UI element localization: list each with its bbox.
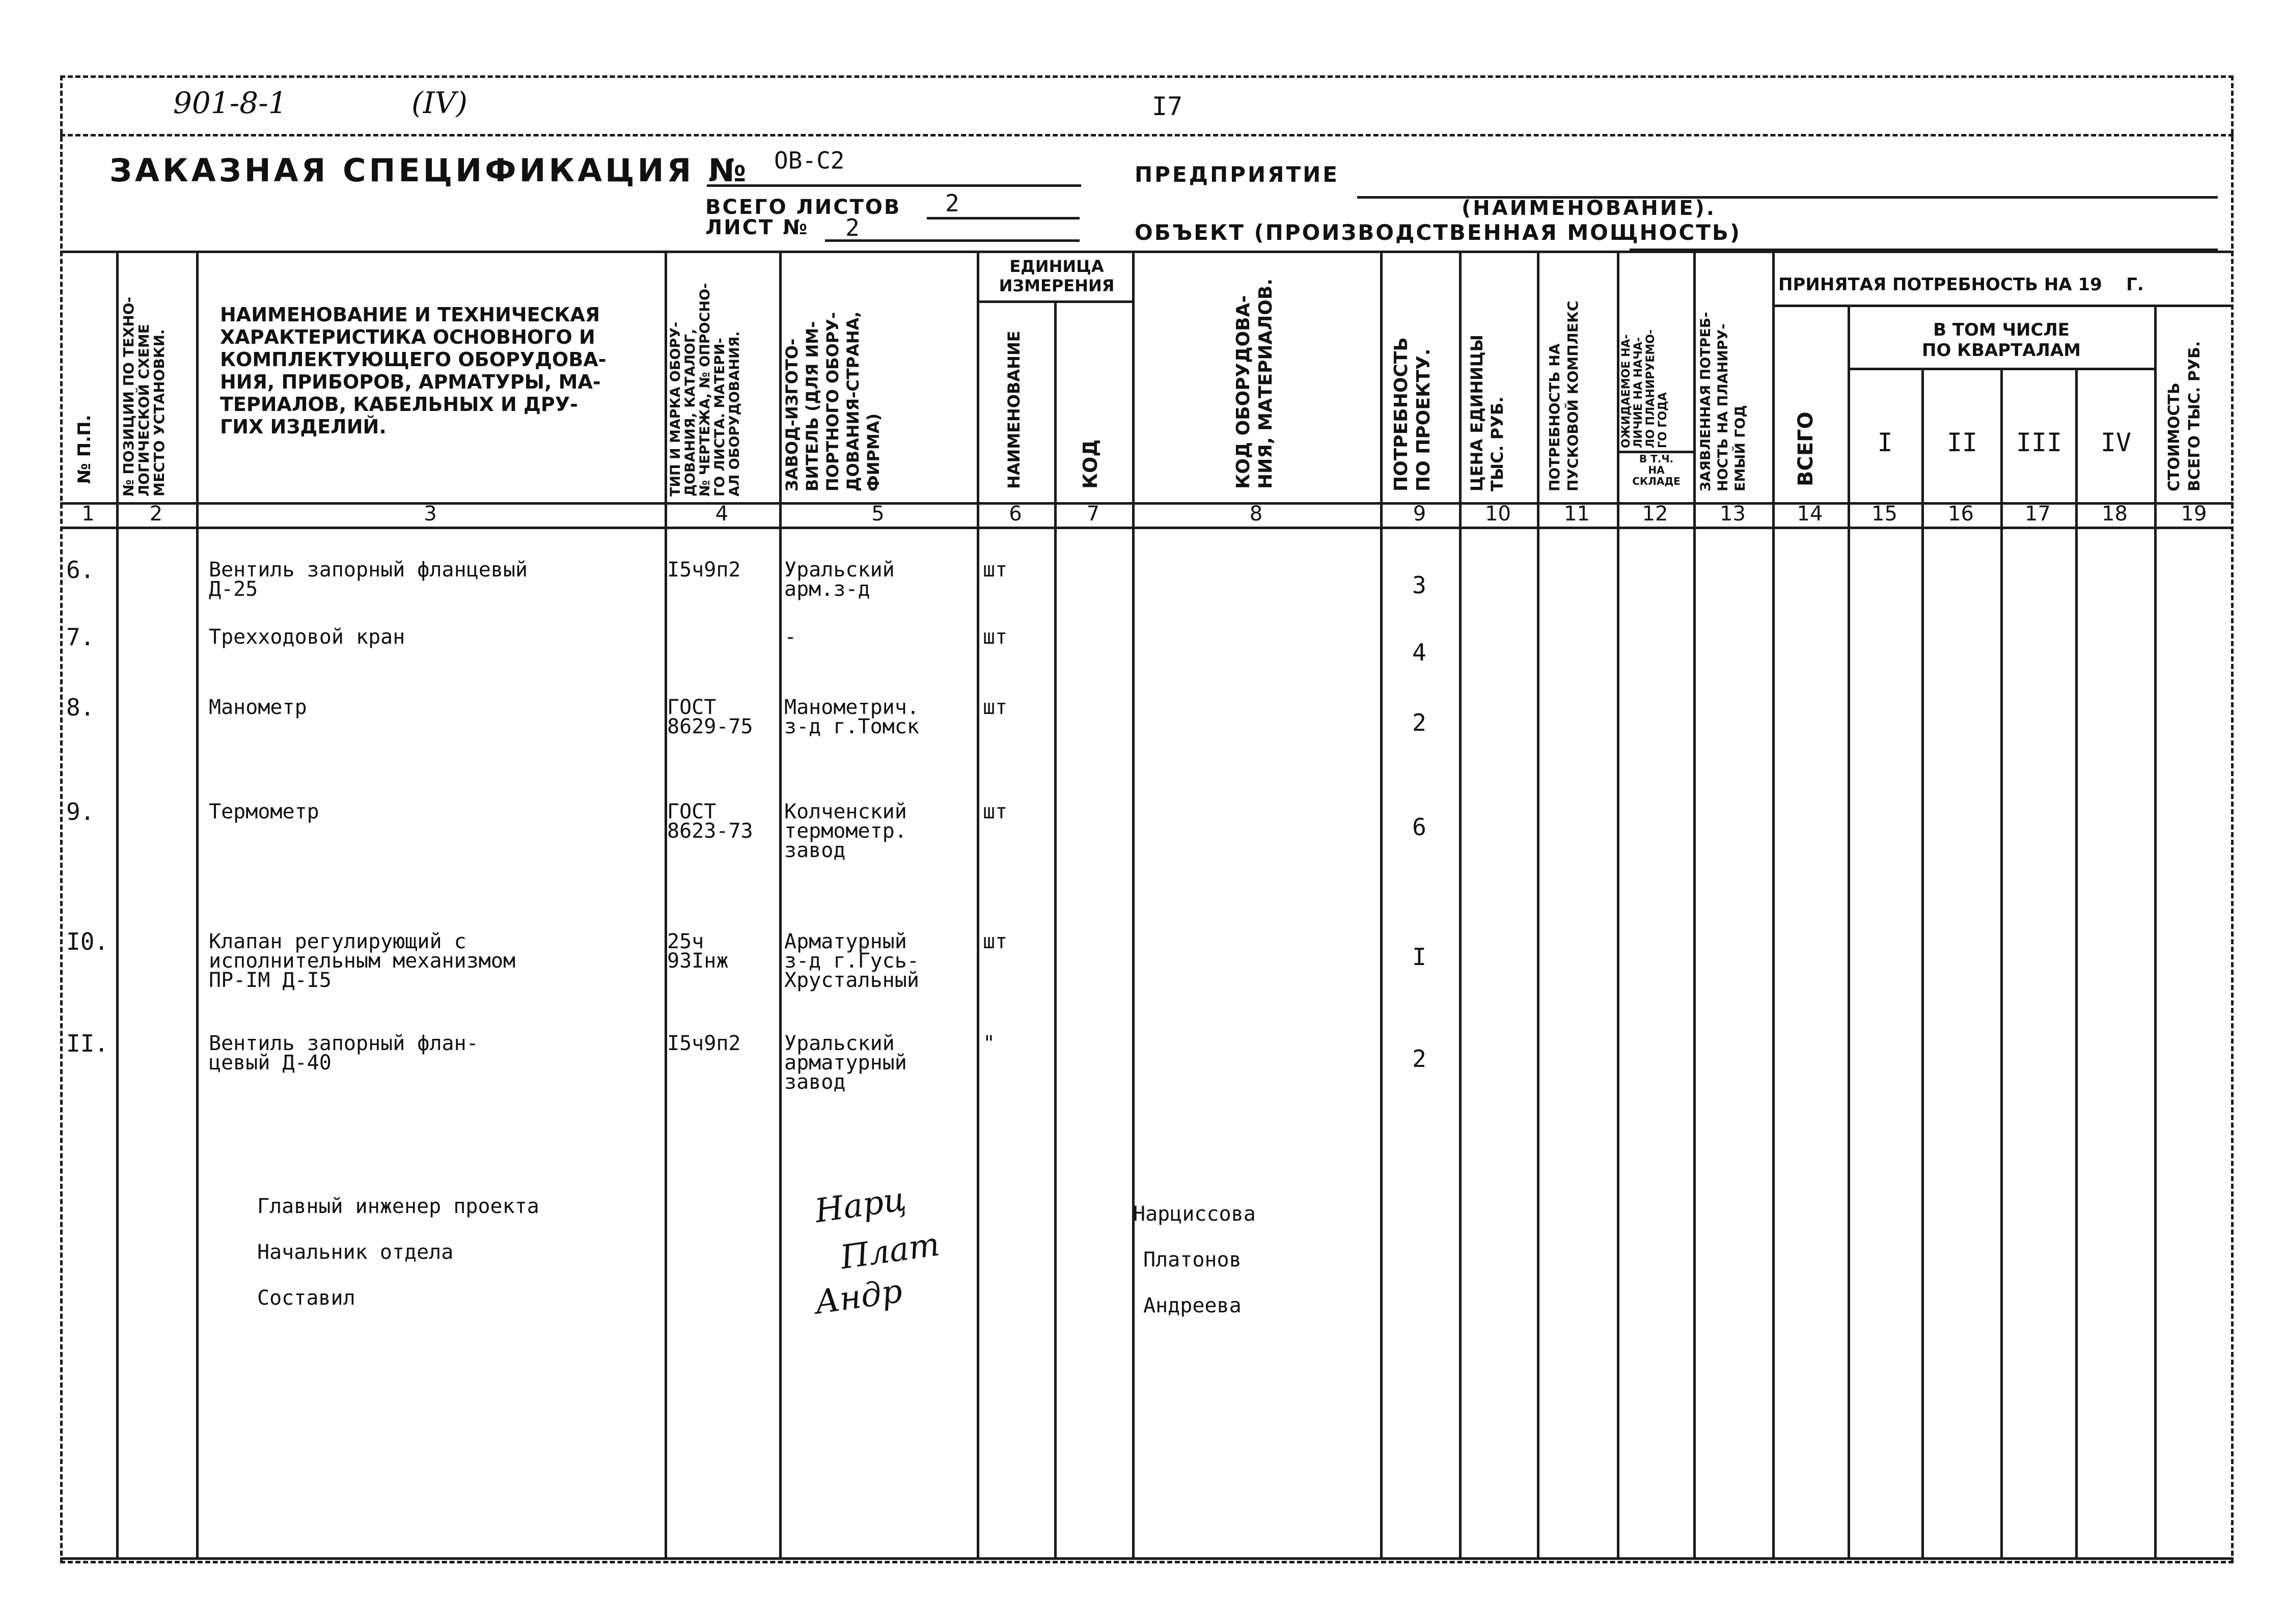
item-unit: "	[983, 1032, 996, 1055]
row-number: 7.	[66, 623, 95, 651]
sheets-line	[927, 217, 1080, 219]
item-unit: шт	[983, 930, 1008, 953]
column-number: 6	[1009, 502, 1022, 526]
header-unit-price: ЦЕНА ЕДИНИЦЫ ТЫС. РУБ.	[1467, 335, 1507, 491]
row-number: 8.	[66, 694, 95, 721]
item-quantity: 6	[1412, 813, 1426, 841]
item-name: Вентиль запорный флан- цевый Д-40	[209, 1032, 479, 1075]
col-divider	[1772, 251, 1775, 1557]
handwritten-signature: Плат	[838, 1225, 942, 1277]
drawing-code: 901-8-1	[173, 86, 287, 120]
header-quarter-2: II	[1946, 428, 1978, 457]
signature-name: Андреева	[1143, 1294, 1242, 1317]
header-quarter-4: IV	[2100, 428, 2132, 457]
column-number: 8	[1249, 502, 1263, 526]
item-unit: шт	[983, 696, 1008, 719]
item-unit: шт	[983, 800, 1008, 823]
header-quarter-1: I	[1877, 428, 1893, 457]
item-maker: Уральский арматурный завод	[784, 1032, 907, 1094]
header-expected-stock: ОЖИДАЕМОЕ НА- ЛИЧИЕ НА НАЧА- ЛО ПЛАНИРУЕМО- ГО ГОДА	[1620, 329, 1669, 448]
table-bottom-line	[60, 1557, 2234, 1560]
enterprise-label: ПРЕДПРИЯТИЕ	[1135, 162, 1339, 187]
column-number: 11	[1564, 502, 1590, 526]
col-divider	[196, 251, 199, 1557]
item-name: Трехходовой кран	[209, 625, 405, 649]
row-number: 6.	[66, 556, 95, 584]
column-number: 7	[1086, 502, 1100, 526]
sheets-label: ВСЕГО ЛИСТОВ	[705, 196, 901, 219]
item-name: Манометр	[209, 696, 307, 719]
item-unit: шт	[983, 558, 1008, 582]
column-number: 15	[1871, 502, 1897, 526]
column-number: 2	[149, 502, 163, 526]
item-type: ГОСТ 8623-73	[667, 800, 753, 843]
object-label: ОБЪЕКТ (ПРОИЗВОДСТВЕННАЯ МОЩНОСТЬ)	[1135, 220, 1742, 245]
sheet-value: 2	[845, 214, 860, 241]
col-divider	[1537, 251, 1539, 1557]
header-by-quarters: В ТОМ ЧИСЛЕ ПО КВАРТАЛАМ	[1921, 320, 2081, 361]
signature-role: Начальник отдела	[257, 1241, 454, 1264]
column-number: 9	[1413, 502, 1426, 526]
col-divider	[116, 251, 119, 1557]
item-maker: Колченский термометр. завод	[784, 800, 907, 862]
header-cost: СТОИМОСТЬ ВСЕГО ТЫС. РУБ.	[2165, 341, 2204, 491]
album-number: (IV)	[411, 86, 468, 120]
item-type: ГОСТ 8629-75	[667, 696, 753, 738]
header-startup-complex: ПОТРЕБНОСТЬ НА ПУСКОВОЙ КОМПЛЕКС	[1546, 300, 1581, 491]
item-type: I5ч9п2	[667, 558, 741, 582]
header-equipment-code: КОД ОБОРУДОВА- НИЯ, МАТЕРИАЛОВ.	[1233, 278, 1276, 489]
spec-number: ОВ-С2	[774, 147, 845, 174]
col-divider	[1921, 368, 1924, 1557]
item-quantity: 3	[1412, 571, 1426, 599]
item-maker: -	[784, 625, 797, 649]
col-divider	[665, 251, 667, 1557]
sheets-value: 2	[945, 189, 959, 217]
header-position: № ПОЗИЦИИ ПО ТЕХНО- ЛОГИЧЕСКОЙ СХЕМЕ МЕСТО УСТАНОВКИ.	[120, 296, 168, 497]
item-unit: шт	[983, 625, 1008, 649]
spec-title: ЗАКАЗНАЯ СПЕЦИФИКАЦИЯ №	[109, 152, 750, 189]
col-divider	[1693, 251, 1696, 1557]
item-quantity: 2	[1412, 709, 1426, 736]
column-number: 10	[1485, 502, 1511, 526]
col-divider	[1054, 300, 1057, 1557]
header-maker: ЗАВОД-ИЗГОТО- ВИТЕЛЬ (ДЛЯ ИМ- ПОРТНОГО ОБОРУ- ДОВАНИЯ-СТРАНА, ФИРМА)	[782, 311, 883, 491]
column-number: 1	[81, 502, 95, 526]
handwritten-signature: Нарц	[812, 1180, 909, 1231]
signature-role: Главный инженер проекта	[257, 1195, 539, 1218]
page-number: I7	[1152, 92, 1183, 121]
top-strip-divider	[60, 134, 2234, 136]
header-quarter-3: III	[2016, 428, 2062, 457]
row-number: I0.	[66, 928, 109, 955]
header-unit-name: НАИМЕНОВАНИЕ	[1004, 331, 1024, 489]
column-number: 3	[424, 502, 437, 526]
row-number: II.	[66, 1030, 109, 1057]
col-divider	[977, 251, 979, 1557]
item-maker: Манометрич. з-д г.Томск	[784, 696, 919, 738]
column-number: 19	[2181, 502, 2207, 526]
col-divider	[2154, 305, 2157, 1557]
item-name: Клапан регулирующий с исполнительным механизмом ПР-IМ Д-I5	[209, 930, 516, 992]
sheet-line	[825, 239, 1080, 242]
col-number-line	[60, 527, 2234, 529]
item-name: Вентиль запорный фланцевый Д-25	[209, 558, 528, 601]
handwritten-signature: Андр	[812, 1272, 905, 1322]
header-type: ТИП И МАРКА ОБОРУ- ДОВАНИЯ, КАТАЛОГ, № ЧЕРТЕЖА, № ОПРОСНО- ГО ЛИСТА. МАТЕРИ- АЛ ОБОРУДОВАНИЯ.	[668, 283, 742, 497]
accepted-subheader-line	[1772, 305, 2234, 307]
header-declared-demand: ЗАЯВЛЕННАЯ ПОТРЕБ- НОСТЬ НА ПЛАНИРУ- ЕМЫЙ ГОД	[1698, 312, 1748, 491]
column-number: 4	[715, 502, 729, 526]
signature-name: Платонов	[1143, 1248, 1242, 1272]
header-name: НАИМЕНОВАНИЕ И ТЕХНИЧЕСКАЯ ХАРАКТЕРИСТИКА ОСНОВНОГО И КОМПЛЕКТУЮЩЕГО ОБОРУДОВА- НИЯ, ПРИБОРОВ, АРМАТУРЫ, МА- ТЕРИАЛОВ, КАБЕЛЬНЫХ И ДРУ- ГИХ ИЗДЕЛИЙ.	[220, 304, 607, 438]
item-maker: Уральский арм.з-д	[784, 558, 895, 601]
col-divider	[2075, 368, 2078, 1557]
col-divider	[1848, 305, 1850, 1557]
header-demand: ПОТРЕБНОСТЬ ПО ПРОЕКТУ.	[1391, 337, 1434, 491]
item-quantity: I	[1412, 943, 1426, 971]
item-type: I5ч9п2	[667, 1032, 741, 1055]
column-number: 13	[1720, 502, 1746, 526]
item-maker: Арматурный з-д г.Гусь- Хрустальный	[784, 930, 919, 992]
col-divider	[2000, 368, 2003, 1557]
sheet-label: ЛИСТ №	[705, 216, 809, 239]
item-type: 25ч 93Iнж	[667, 930, 729, 973]
item-quantity: 4	[1412, 639, 1426, 666]
header-accepted-demand: ПРИНЯТАЯ ПОТРЕБНОСТЬ НА 19 Г.	[1778, 274, 2144, 295]
item-name: Термометр	[209, 800, 319, 823]
header-unit: ЕДИНИЦА ИЗМЕРЕНИЯ	[999, 257, 1115, 295]
table-top-line	[60, 251, 2234, 253]
signature-role: Составил	[257, 1286, 355, 1310]
col-divider	[1380, 251, 1383, 1557]
col-divider	[1132, 251, 1135, 1557]
signature-name: Нарциссова	[1133, 1202, 1256, 1226]
column-number: 12	[1642, 502, 1668, 526]
column-number: 14	[1797, 502, 1823, 526]
column-number: 5	[871, 502, 885, 526]
enterprise-hint: (НАИМЕНОВАНИЕ).	[1462, 197, 1716, 220]
spec-number-line	[707, 184, 1081, 187]
column-number: 18	[2102, 502, 2128, 526]
col-divider	[1459, 251, 1462, 1557]
column-number: 16	[1948, 502, 1974, 526]
row-number: 9.	[66, 798, 95, 825]
header-unit-code: КОД	[1079, 439, 1102, 489]
header-row-number: № П.П.	[74, 415, 95, 484]
header-in-warehouse: В Т.Ч. НА СКЛАДЕ	[1632, 453, 1681, 487]
col-divider	[1617, 251, 1619, 1557]
item-quantity: 2	[1412, 1045, 1426, 1072]
column-number: 17	[2025, 502, 2051, 526]
header-total: ВСЕГО	[1794, 411, 1818, 486]
